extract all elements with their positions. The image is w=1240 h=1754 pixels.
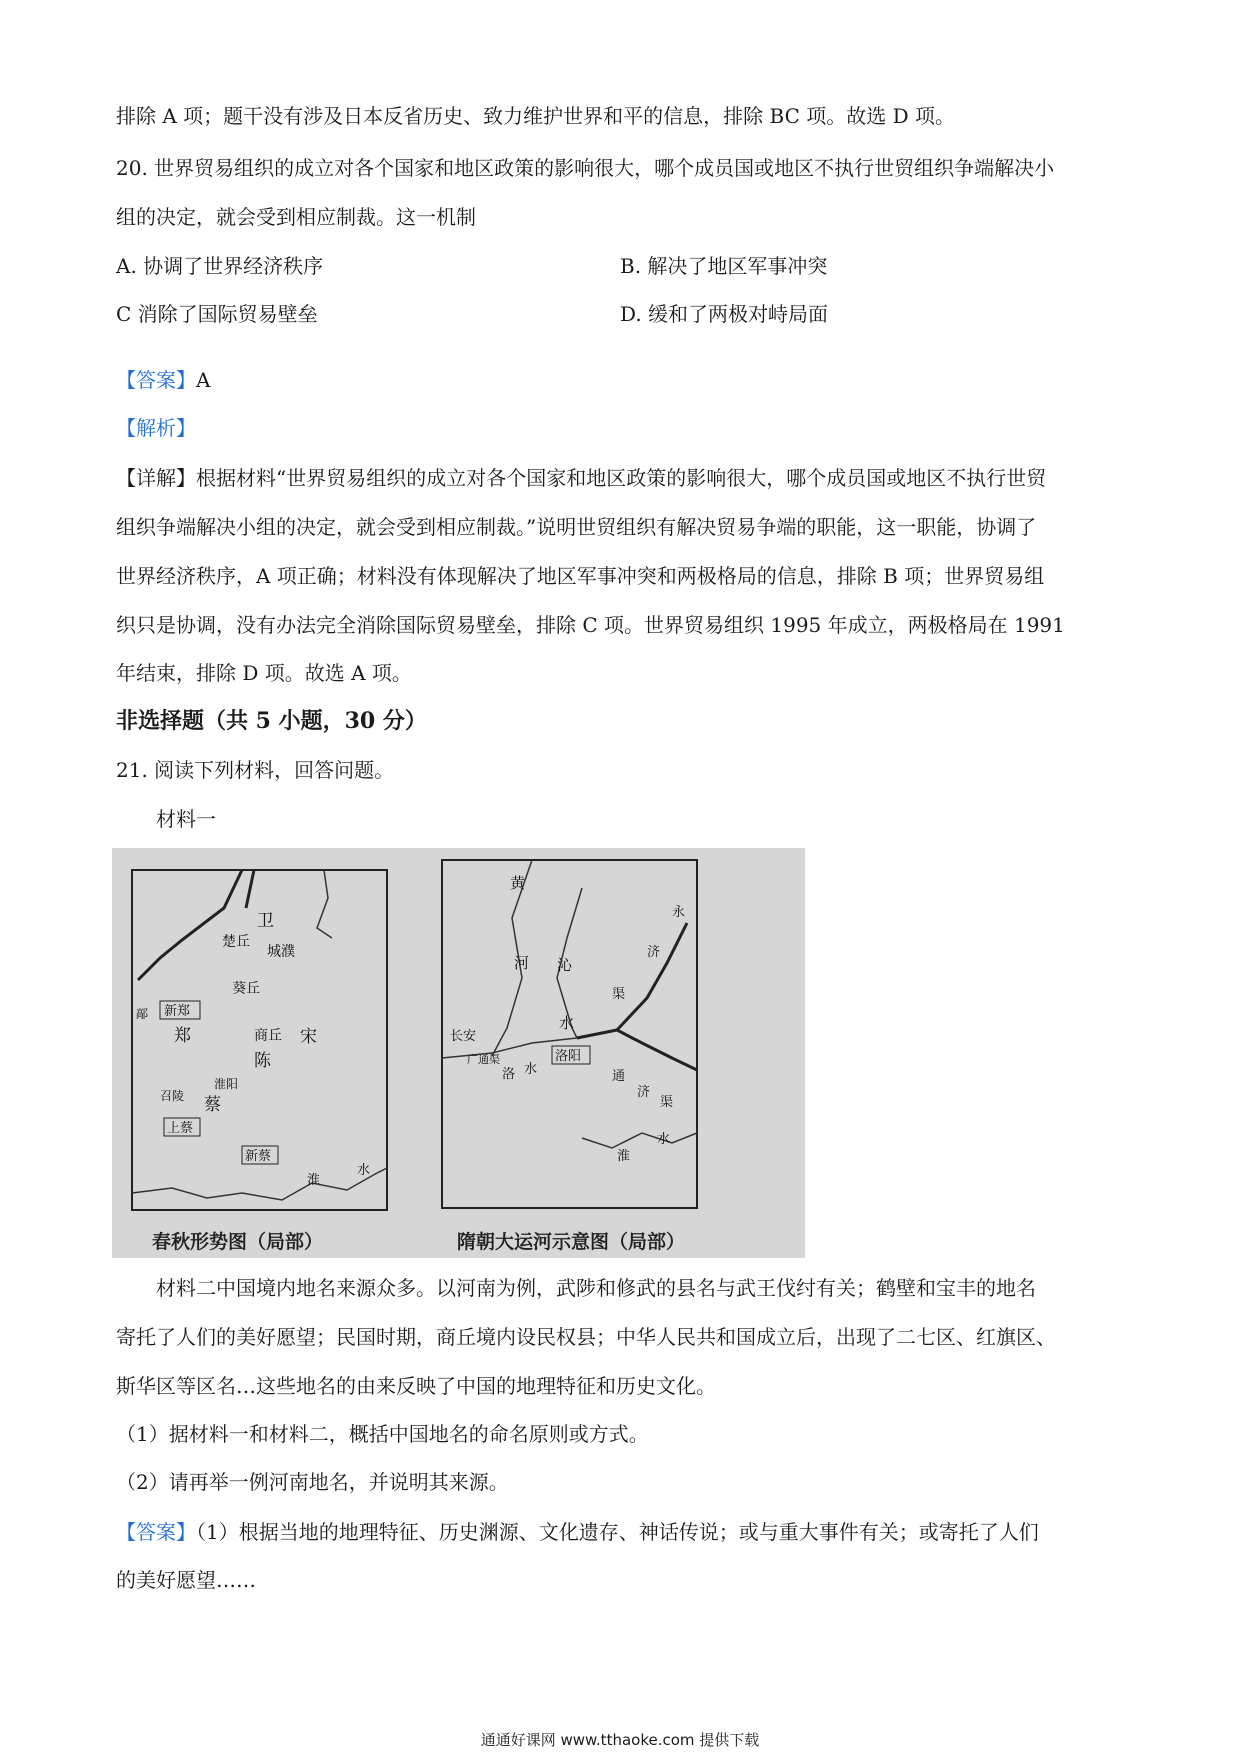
question-20-stem-cont: 组的决定，就会受到相应制裁。这一机制 xyxy=(116,205,476,229)
detail-tag: 【详解】 xyxy=(116,466,196,490)
question-21-stem: 21. 阅读下列材料，回答问题。 xyxy=(116,758,395,782)
sub-question-2: （2）请再举一例河南地名，并说明其来源。 xyxy=(116,1470,509,1494)
material-2-line-1: 材料二中国境内地名来源众多。以河南为例，武陟和修武的县名与武王伐纣有关；鹤壁和宝丰的地名 xyxy=(156,1276,1036,1300)
option-a: A. 协调了世界经济秩序 xyxy=(116,254,324,278)
answer-tag: 【答案】 xyxy=(116,1520,196,1544)
detail-line-4: 织只是协调，没有办法完全消除国际贸易壁垒，排除 C 项。世界贸易组织 1995 年成立，两极格局在 1991 xyxy=(116,613,1065,637)
map-label: 蔡 xyxy=(204,1095,221,1115)
answer-tag: 【答案】 xyxy=(116,368,196,392)
map-label: 新郑 xyxy=(164,1004,191,1019)
map-label: 水 xyxy=(559,1014,575,1032)
map-label: 渠 xyxy=(612,987,626,1002)
spring-autumn-map xyxy=(132,870,387,1253)
map-label: 上蔡 xyxy=(167,1121,194,1136)
map-label: 长安 xyxy=(450,1029,477,1044)
map-label: 淮阳 xyxy=(214,1077,239,1091)
map-label: 渠 xyxy=(660,1095,674,1110)
detail-line-2: 组织争端解决小组的决定，就会受到相应制裁。”说明世贸组织有解决贸易争端的职能，这一职能，协调了 xyxy=(116,515,1037,539)
map-caption: 隋朝大运河示意图（局部） xyxy=(457,1231,686,1253)
analysis-tag: 【解析】 xyxy=(116,416,196,440)
sub-question-1: （1）据材料一和材料二，概括中国地名的命名原则或方式。 xyxy=(116,1422,649,1446)
detail-line-5: 年结束，排除 D 项。故选 A 项。 xyxy=(116,661,412,685)
map-label: 淮 xyxy=(617,1149,631,1164)
map-label: 新蔡 xyxy=(245,1149,272,1164)
question-20-stem: 20. 世界贸易组织的成立对各个国家和地区政策的影响很大，哪个成员国或地区不执行世贸组织争端解决小 xyxy=(116,156,1055,180)
map-caption: 春秋形势图（局部） xyxy=(152,1231,324,1253)
map-label: 楚丘 xyxy=(222,934,250,950)
map-label: 鄗 xyxy=(136,1007,149,1021)
answer-text: （1）根据当地的地理特征、历史渊源、文化遗存、神话传说；或与重大事件有关；或寄托了人们 xyxy=(196,1520,1039,1544)
answer-21-line-1 xyxy=(116,1518,1039,1546)
map-label: 沁 xyxy=(557,956,573,974)
answer-20 xyxy=(116,366,210,394)
map-label: 城濮 xyxy=(267,944,295,960)
map-label: 广通渠 xyxy=(467,1053,500,1066)
map-label: 洛阳 xyxy=(555,1049,582,1064)
detail-line-3: 世界经济秩序，A 项正确；材料没有体现解决了地区军事冲突和两极格局的信息，排除 B 项；世界贸易组 xyxy=(116,564,1045,588)
map-label: 淮 xyxy=(307,1173,321,1188)
map-label: 召陵 xyxy=(160,1089,185,1103)
option-b: B. 解决了地区军事冲突 xyxy=(620,254,828,278)
map-label: 郑 xyxy=(174,1026,191,1046)
answer-value: A xyxy=(196,368,211,392)
material-2-line-2: 寄托了人们的美好愿望；民国时期，商丘境内设民权县；中华人民共和国成立后，出现了二七区、红旗区、 xyxy=(116,1325,1056,1349)
map-label: 商丘 xyxy=(254,1028,282,1044)
option-d: D. 缓和了两极对峙局面 xyxy=(620,302,829,326)
footer-source: 通通好课网 www.tthaoke.com 提供下载 xyxy=(480,1731,760,1749)
detail-text: 根据材料“世界贸易组织的成立对各个国家和地区政策的影响很大，哪个成员国或地区不执行世贸 xyxy=(196,466,1047,490)
answer-21-line-2: 的美好愿望…… xyxy=(116,1568,256,1592)
map-label: 济 xyxy=(647,945,661,960)
map-label: 宋 xyxy=(300,1027,317,1047)
map-label: 通 xyxy=(612,1069,626,1084)
section-title: 非选择题（共 5 小题，30 分） xyxy=(116,708,427,734)
option-c: C 消除了国际贸易壁垒 xyxy=(116,302,318,326)
map-label: 卫 xyxy=(257,911,274,931)
map-label: 水 xyxy=(524,1062,538,1077)
map-label: 洛 xyxy=(502,1067,516,1082)
map-label: 河 xyxy=(514,954,530,972)
map-label: 陈 xyxy=(254,1051,271,1071)
map-label: 永 xyxy=(672,905,686,920)
material-1-label: 材料一 xyxy=(156,807,216,831)
text-line: 排除 A 项；题干没有涉及日本反省历史、致力维护世界和平的信息，排除 BC 项。故选 D 项。 xyxy=(116,104,955,128)
detail-line-1 xyxy=(116,464,1046,492)
map-label: 水 xyxy=(357,1163,371,1178)
map-label: 水 xyxy=(657,1132,671,1147)
map-label: 葵丘 xyxy=(232,981,260,997)
map-label: 黄 xyxy=(510,874,526,892)
map-label: 济 xyxy=(637,1085,651,1100)
sui-canal-map xyxy=(442,860,697,1253)
map-figure xyxy=(112,848,805,1258)
material-2-line-3: 斯华区等区名…这些地名的由来反映了中国的地理特征和历史文化。 xyxy=(116,1374,716,1398)
